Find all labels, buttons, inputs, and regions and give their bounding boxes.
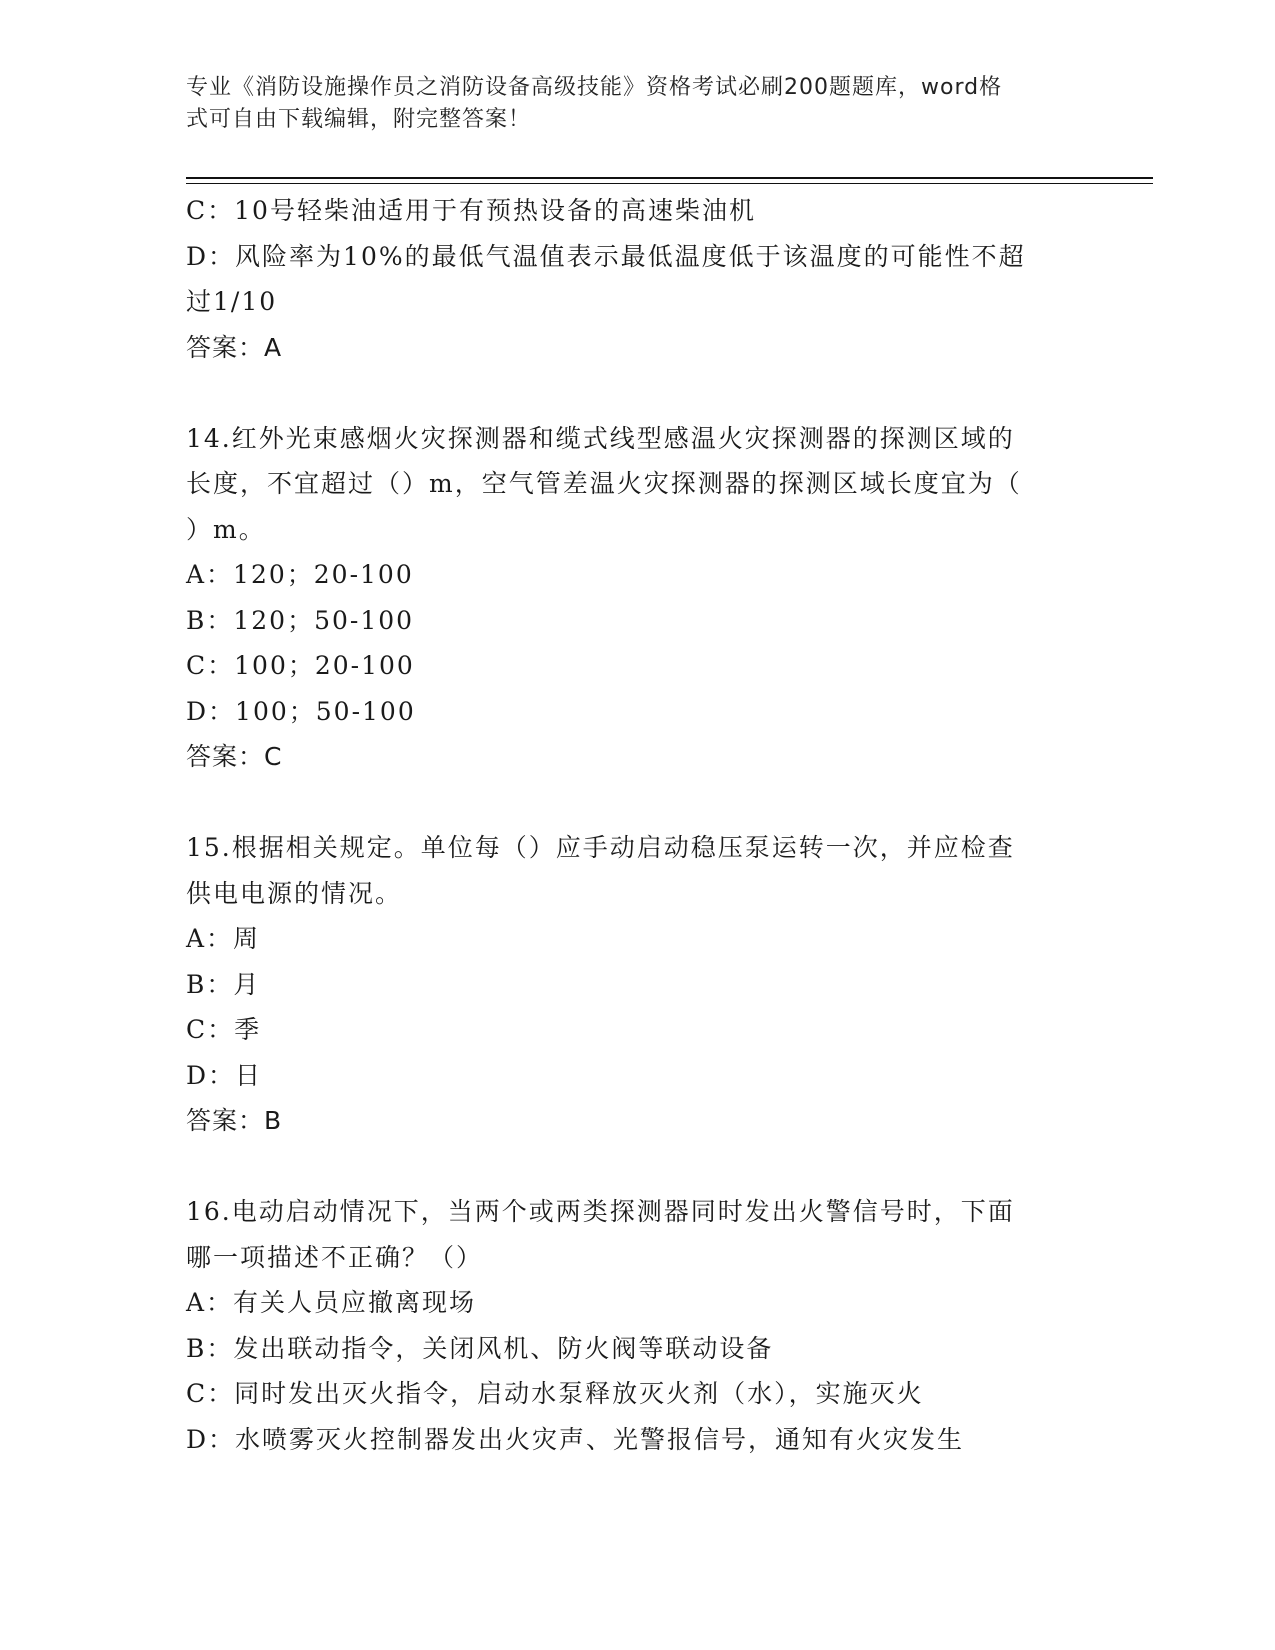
question-text-line-1: 14.红外光束感烟火灾探测器和缆式线型感温火灾探测器的探测区域的 <box>186 423 1015 453</box>
option-b: B：120；50-100 <box>186 605 415 635</box>
option-d-line-2: 过1/10 <box>186 287 278 316</box>
answer: 答案：C <box>186 742 283 771</box>
header-rule-thick <box>186 177 1153 179</box>
header-line-2: 式可自由下载编辑，附完整答案！ <box>186 107 532 132</box>
option-d: D：水喷雾灭火控制器发出火灾声、光警报信号，通知有火灾发生 <box>186 1424 965 1454</box>
question-15 <box>186 825 1086 1144</box>
option-c: C：10号轻柴油适用于有预热设备的高速柴油机 <box>186 196 756 225</box>
question-text-line-2: 哪一项描述不正确？（） <box>186 1242 484 1272</box>
option-b: B：月 <box>186 969 261 999</box>
option-b: B：发出联动指令，关闭风机、防火阀等联动设备 <box>186 1333 774 1363</box>
option-d: D：100；50-100 <box>186 696 416 726</box>
option-c: C：季 <box>186 1015 262 1044</box>
question-16 <box>186 1189 1086 1462</box>
question-text-line-3: ）m。 <box>186 514 266 544</box>
option-c: C：100；20-100 <box>186 651 415 680</box>
header-rule-thin <box>186 183 1153 184</box>
question-text-line-2: 供电电源的情况。 <box>186 878 403 908</box>
option-a: A：120；20-100 <box>186 560 414 589</box>
document-body <box>186 188 1086 1462</box>
option-a: A：有关人员应撤离现场 <box>186 1288 477 1317</box>
question-text-line-1: 16.电动启动情况下，当两个或两类探测器同时发出火警信号时，下面 <box>186 1197 1015 1226</box>
answer: 答案：B <box>186 1106 283 1135</box>
header-line-1: 专业《消防设施操作员之消防设备高级技能》资格考试必刷200题题库，word格 <box>186 75 1003 100</box>
option-a: A：周 <box>186 924 261 953</box>
question-14 <box>186 416 1086 780</box>
option-c: C：同时发出灭火指令，启动水泵释放灭火剂（水），实施灭火 <box>186 1379 924 1408</box>
previous-question-tail <box>186 188 1086 370</box>
answer: 答案：A <box>186 332 283 362</box>
spacer <box>186 1144 1086 1190</box>
spacer <box>186 370 1086 416</box>
question-text-line-2: 长度，不宜超过（）m，空气管差温火灾探测器的探测区域长度宜为（ <box>186 469 1022 498</box>
spacer <box>186 780 1086 826</box>
question-text-line-1: 15.根据相关规定。单位每（）应手动启动稳压泵运转一次，并应检查 <box>186 833 1015 862</box>
document-header <box>186 72 1066 136</box>
option-d: D：日 <box>186 1060 263 1090</box>
option-d-line-1: D：风险率为10%的最低气温值表示最低温度低于该温度的可能性不超 <box>186 241 1026 271</box>
